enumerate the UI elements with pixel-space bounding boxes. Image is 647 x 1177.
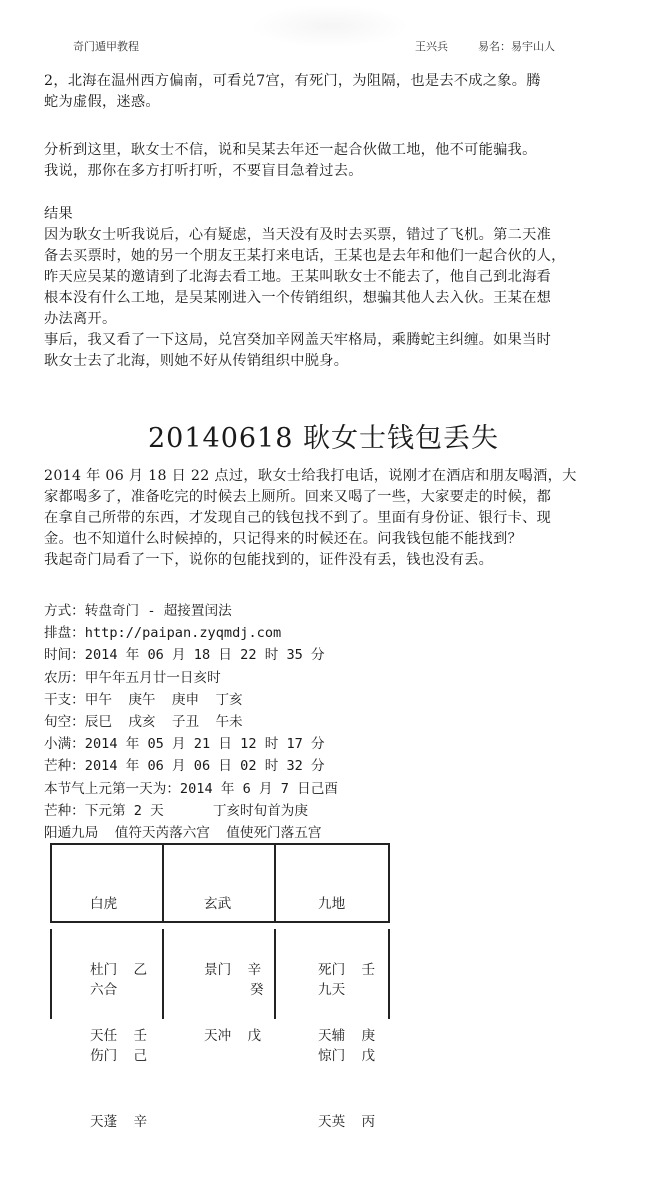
palace-top-middle (204, 849, 261, 1091)
palace-deity: 九天 (318, 982, 346, 998)
palace-door: 死门 壬 (318, 962, 376, 978)
palace-deity: 玄武 (204, 896, 232, 912)
grid-line (50, 843, 52, 921)
text-line: 分析到这里，耿女士不信，说和吴某去年还一起合伙做工地，他不可能骗我。 (44, 142, 537, 158)
grid-line (162, 843, 164, 921)
text-line: 我说，那你在多方打听打听，不要盲目急着过去。 (44, 163, 363, 179)
page-header (0, 38, 647, 54)
grid-line (388, 929, 390, 1019)
text-line: 备去买票时，她的另一个朋友王某打来电话，王某也是去年和他们一起合伙的人， (44, 248, 566, 264)
palace-door: 惊门 戊 (318, 1048, 376, 1064)
meta-mangzhong: 芒种：2014 年 06 月 06 日 02 时 32 分 (44, 758, 325, 775)
grid-line (274, 843, 276, 921)
palace-deity: 六合 (90, 982, 118, 998)
paragraph-result (44, 204, 614, 372)
meta-method: 方式：转盘奇门 - 超接置闰法 (44, 603, 232, 619)
palace-star: 天辅 庚 (318, 1028, 376, 1044)
paragraph-beihai (44, 71, 614, 113)
palace-door: 杜门 乙 (90, 962, 148, 978)
header-pen-name: 易名：易宇山人 (478, 40, 555, 53)
grid-line (50, 843, 390, 845)
palace-deity: 九地 (318, 896, 346, 912)
text-line: 结果 (44, 206, 73, 222)
qimen-chart-grid (50, 843, 390, 1130)
grid-line (274, 929, 276, 1019)
palace-door: 景门 辛 (204, 962, 262, 978)
grid-line (388, 843, 390, 921)
palace-star: 天英 丙 (318, 1114, 376, 1130)
palace-star: 天蓬 辛 (90, 1114, 148, 1130)
meta-source: 排盘：http://paipan.zyqmdj.com (44, 625, 282, 642)
text-line: 因为耿女士听我说后，心有疑虑，当天没有及时去买票，错过了飞机。第二天准 (44, 227, 552, 243)
paragraph-case-description (44, 466, 614, 571)
chart-metadata (44, 600, 604, 844)
text-line: 办法离开。 (44, 311, 117, 327)
case-title: 20140618 耿女士钱包丢失 (147, 423, 499, 454)
text-line: 家都喝多了，准备吃完的时候去上厕所。回来又喝了一些，大家要走的时候，都 (44, 489, 552, 505)
text-line: 事后，我又看了一下这局，兑宫癸加辛网盖天牢格局，乘腾蛇主纠缠。如果当时 (44, 332, 552, 348)
palace-door: 伤门 己 (90, 1048, 148, 1064)
meta-solar-term-start: 本节气上元第一天为：2014 年 6 月 7 日己酉 (44, 780, 338, 797)
header-author: 王兴兵 (415, 40, 448, 53)
text-line: 昨天应吴某的邀请到了北海去看工地。王某叫耿女士不能去了，他自己到北海看 (44, 269, 552, 285)
meta-lunar: 农历：甲午年五月廿一日亥时 (44, 669, 221, 686)
text-line: 2014 年 06 月 18 日 22 点过，耿女士给我打电话，说刚才在酒店和朋友喝酒，大 (44, 468, 577, 484)
palace-middle-right (318, 935, 375, 1177)
palace-deity: 白虎 (90, 896, 118, 912)
grid-line (50, 929, 52, 1019)
palace-center-stem: 癸 (250, 982, 264, 998)
paragraph-analysis (44, 140, 614, 182)
text-line: 金。也不知道什么时候掉的，只记得来的时候还在。问我钱包能不能找到？ (44, 531, 523, 547)
meta-xiaoman: 小满：2014 年 05 月 21 日 12 时 17 分 (44, 736, 325, 753)
palace-star: 天任 壬 (90, 1028, 148, 1044)
meta-time: 时间：2014 年 06 月 18 日 22 时 35 分 (44, 647, 325, 664)
palace-middle-left (90, 935, 147, 1177)
palace-star: 天冲 戊 (204, 1028, 262, 1044)
grid-line (162, 929, 164, 1019)
meta-ganzhi: 干支：甲午 庚午 庚申 丁亥 (44, 691, 243, 708)
text-line: 根本没有什么工地，是吴某刚进入一个传销组织，想骗其他人去入伙。王某在想 (44, 290, 552, 306)
meta-xunkong: 旬空：辰巳 戌亥 子丑 午未 (44, 714, 243, 731)
text-line: 耿女士去了北海，则她不好从传销组织中脱身。 (44, 353, 349, 369)
text-line: 2，北海在温州西方偏南，可看兑7宫，有死门，为阻隔，也是去不成之象。腾 (44, 73, 541, 89)
text-line: 蛇为虚假，迷惑。 (44, 94, 160, 110)
text-line: 我起奇门局看了一下，说你的包能找到的，证件没有丢，钱也没有丢。 (44, 552, 494, 568)
meta-ju: 阳遁九局 值符天芮落六宫 值使死门落五宫 (44, 825, 322, 842)
text-line: 在拿自己所带的东西，才发现自己的钱包找不到了。里面有身份证、银行卡、现 (44, 510, 552, 526)
meta-yuan: 芒种：下元第 2 天 丁亥时旬首为庚 (44, 802, 308, 819)
header-book-title: 奇门遁甲教程 (73, 40, 139, 53)
